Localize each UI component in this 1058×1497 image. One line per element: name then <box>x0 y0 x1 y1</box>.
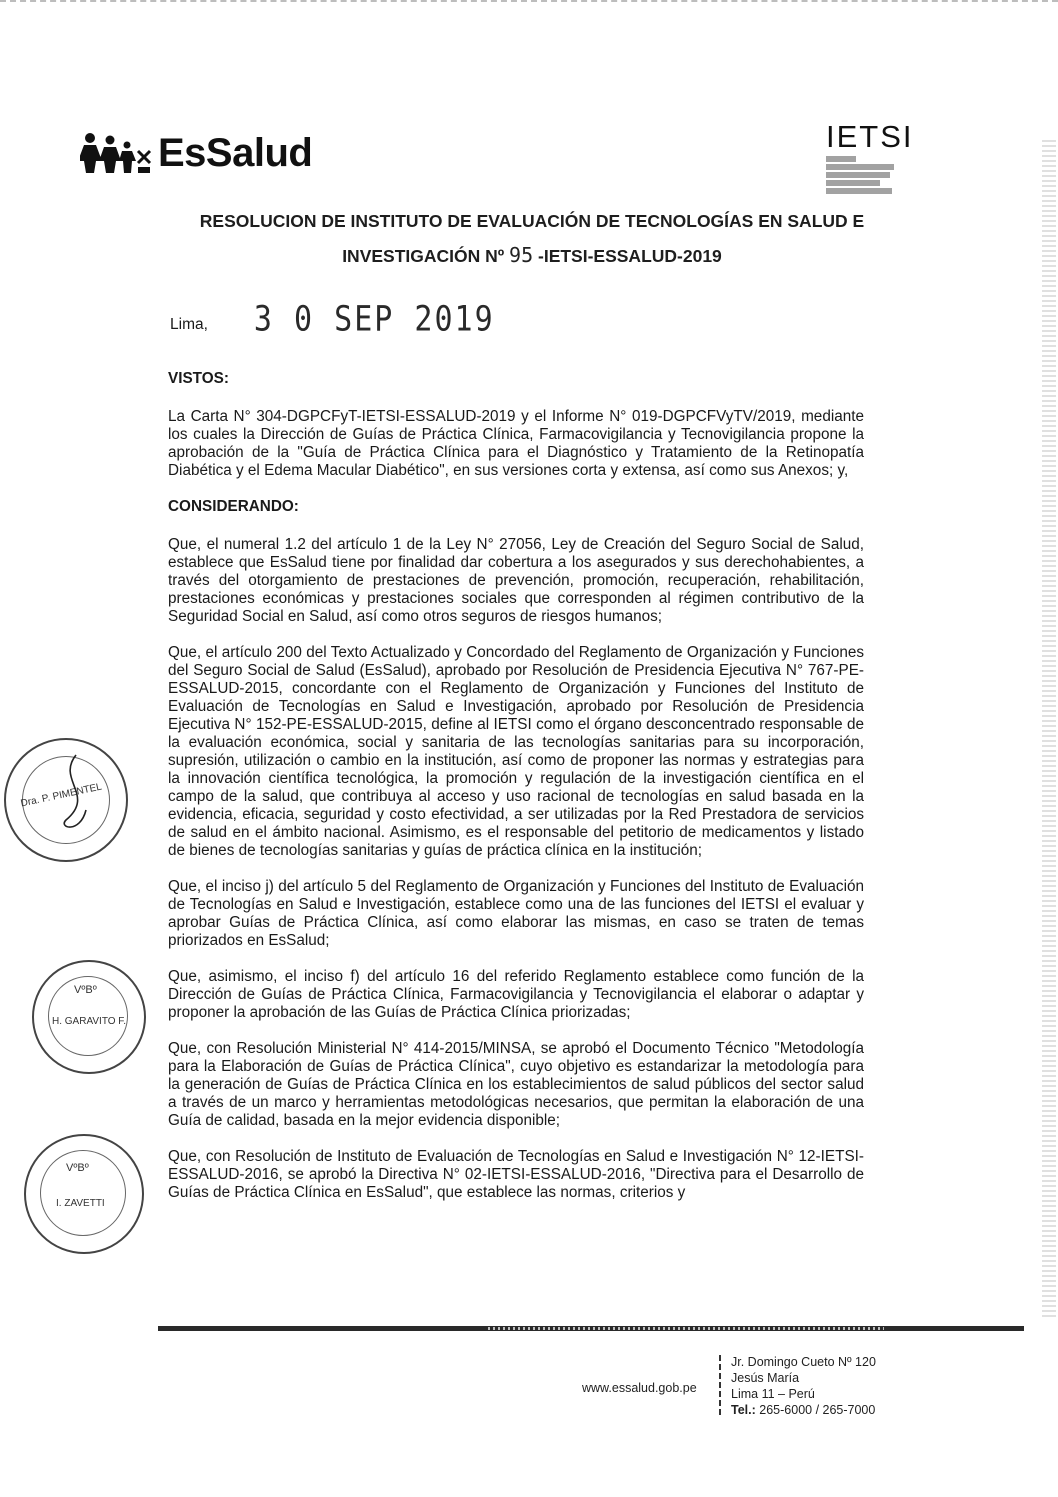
ietsi-logo-text: IETSI <box>826 119 914 154</box>
vistos-heading: VISTOS: <box>168 370 229 387</box>
approval-seal-1 <box>4 738 128 862</box>
considerando-heading: CONSIDERANDO: <box>168 498 299 515</box>
footer-address <box>731 1354 876 1418</box>
seal-2-vobo: VºBº <box>74 984 97 996</box>
considerando-paragraph-1: Que, el numeral 1.2 del artículo 1 de la Ley N° 27056, Ley de Creación del Seguro Social de Salud, establece que EsSalud tiene por finalidad dar cobertura a los asegurados y sus derechohabientes, a través del otorgamiento de prestaciones de prevención, promoción, recuperación, rehabilitación, prestaciones económicas y prestaciones sociales que corresponden al régimen contributivo de la Seguridad Social en Salud, así como otros seguros de riesgos humanos; <box>168 536 864 625</box>
resolution-number: 95 <box>509 243 534 267</box>
footer-website: www.essalud.gob.pe <box>582 1381 697 1395</box>
resolution-title <box>158 204 906 273</box>
ietsi-logo <box>826 119 926 196</box>
vistos-paragraph: La Carta N° 304-DGPCFyT-IETSI-ESSALUD-2019 y el Informe N° 019-DGPCFVyTV/2019, mediante los cuales la Dirección de Guías de Práctica Clínica, Farmacovigilancia y Tecnovigilancia propone la aprobación de la "Guía de Práctica Clínica para el Diagnóstico y Tratamiento de la Retinopatía Diabética y el Edema Macular Diabético", en sus versiones corta y extensa, así como sus Anexos; y, <box>168 408 864 479</box>
seal-1-name: Dra. P. PIMENTEL <box>19 781 103 810</box>
date-label: Lima, <box>170 316 208 333</box>
considerando-paragraph-6: Que, con Resolución de Instituto de Evaluación de Tecnologías en Salud e Investigación N° 12-IETSI-ESSALUD-2016, se aprobó la Directiva N° 02-IETSI-ESSALUD-2016, "Directiva para el Desarrollo de Guías de Práctica Clínica en EsSalud", que establece las normas, criterios y <box>168 1148 864 1201</box>
family-figures-icon <box>80 131 154 175</box>
date-line <box>170 299 495 340</box>
considerando-paragraph-5: Que, con Resolución Ministerial N° 414-2015/MINSA, se aprobó el Documento Técnico "Metodología para la Elaboración de Guías de Práctica Clínica", cuyo objetivo es estandarizar la metodología para la generación de Guías de Práctica Clínica en los establecimientos de salud públicos del sector salud a través de un marco y herramientas metodológicas necesarios, que permitan la elaboración de una Guía de calidad, basada en la mejor evidencia disponible; <box>168 1040 864 1129</box>
essalud-logo <box>80 128 312 178</box>
signature-mark <box>36 750 106 840</box>
title-suffix: -IETSI-ESSALUD-2019 <box>538 246 722 266</box>
date-stamp: 3 0 SEP 2019 <box>253 299 495 340</box>
phone-label: Tel.: <box>731 1403 756 1417</box>
seal-3-name: I. ZAVETTI <box>56 1198 105 1209</box>
scan-edge-right <box>1042 140 1056 1320</box>
seal-3-vobo: VºBº <box>66 1162 89 1174</box>
footer-phone <box>731 1402 876 1418</box>
logo-text: EsSalud <box>158 130 313 175</box>
considerando-paragraph-3: Que, el inciso j) del artículo 5 del Reglamento de Organización y Funciones del Instituto de Evaluación de Tecnologías en Salud e Investigación, establece como una de las funciones del IETSI el evaluar y aprobar Guías de Práctica Clínica, así como elaborar las mismas, en caso se traten de temas priorizados en EsSalud; <box>168 878 864 949</box>
considerando-paragraph-4: Que, asimismo, el inciso f) del artículo 16 del referido Reglamento establece como función de la Dirección de Guías de Práctica Clínica, Farmacovigilancia y Tecnovigilancia el elaborar o adaptar y proponer la aprobación de las Guías de Práctica Clínica priorizadas; <box>168 968 864 1021</box>
title-line-2 <box>158 238 906 273</box>
footer-separator <box>719 1355 721 1417</box>
ietsi-fine-print <box>826 156 926 194</box>
phone-numbers: 265-6000 / 265-7000 <box>759 1403 876 1417</box>
address-line-1: Jr. Domingo Cueto Nº 120 <box>731 1355 876 1369</box>
title-prefix: INVESTIGACIÓN Nº <box>342 246 505 266</box>
approval-seal-2 <box>32 960 146 1074</box>
address-line-3: Lima 11 – Perú <box>731 1387 815 1401</box>
address-line-2: Jesús María <box>731 1371 800 1385</box>
title-line-1: RESOLUCION DE INSTITUTO DE EVALUACIÓN DE TECNOLOGÍAS EN SALUD E <box>199 211 865 231</box>
seal-2-name: H. GARAVITO F. <box>52 1016 127 1027</box>
scan-edge-top <box>0 0 1058 12</box>
considerando-paragraph-2: Que, el artículo 200 del Texto Actualizado y Concordado del Reglamento de Organización y Funciones del Seguro Social de Salud (EsSalud), aprobado por Resolución de Presidencia Ejecutiva N° 767-PE-ESSALUD-2015, concordante con el Reglamento de Organización y Funciones del Instituto de Evaluación de Tecnologías en Salud e Investigación, aprobado por Resolución de Presidencia Ejecutiva N° 152-PE-ESSALUD-2015, define al IETSI como el órgano desconcentrado responsable de la evaluación económica, social y sanitaria de las tecnologías sanitarias para su incorporación, supresión, utilización o cambio en la institución, así como de proponer las normas y estrategias para la innovación científica tecnológica, la promoción y regulación de la investigación científica en el campo de la salud, que contribuya al acceso y uso racional de tecnologías en salud basada en la evidencia, eficacia, seguridad y costo efectividad, a ser utilizadas por la Red Prestadora de servicios de salud en el ámbito nacional. Asimismo, es el responsable del petitorio de medicamentos y listado de bienes de tecnologías sanitarias y guías de práctica clínica en la institución; <box>168 644 864 859</box>
document-body <box>168 370 864 1220</box>
footer-divider <box>158 1326 1024 1331</box>
approval-seal-3 <box>24 1134 144 1254</box>
